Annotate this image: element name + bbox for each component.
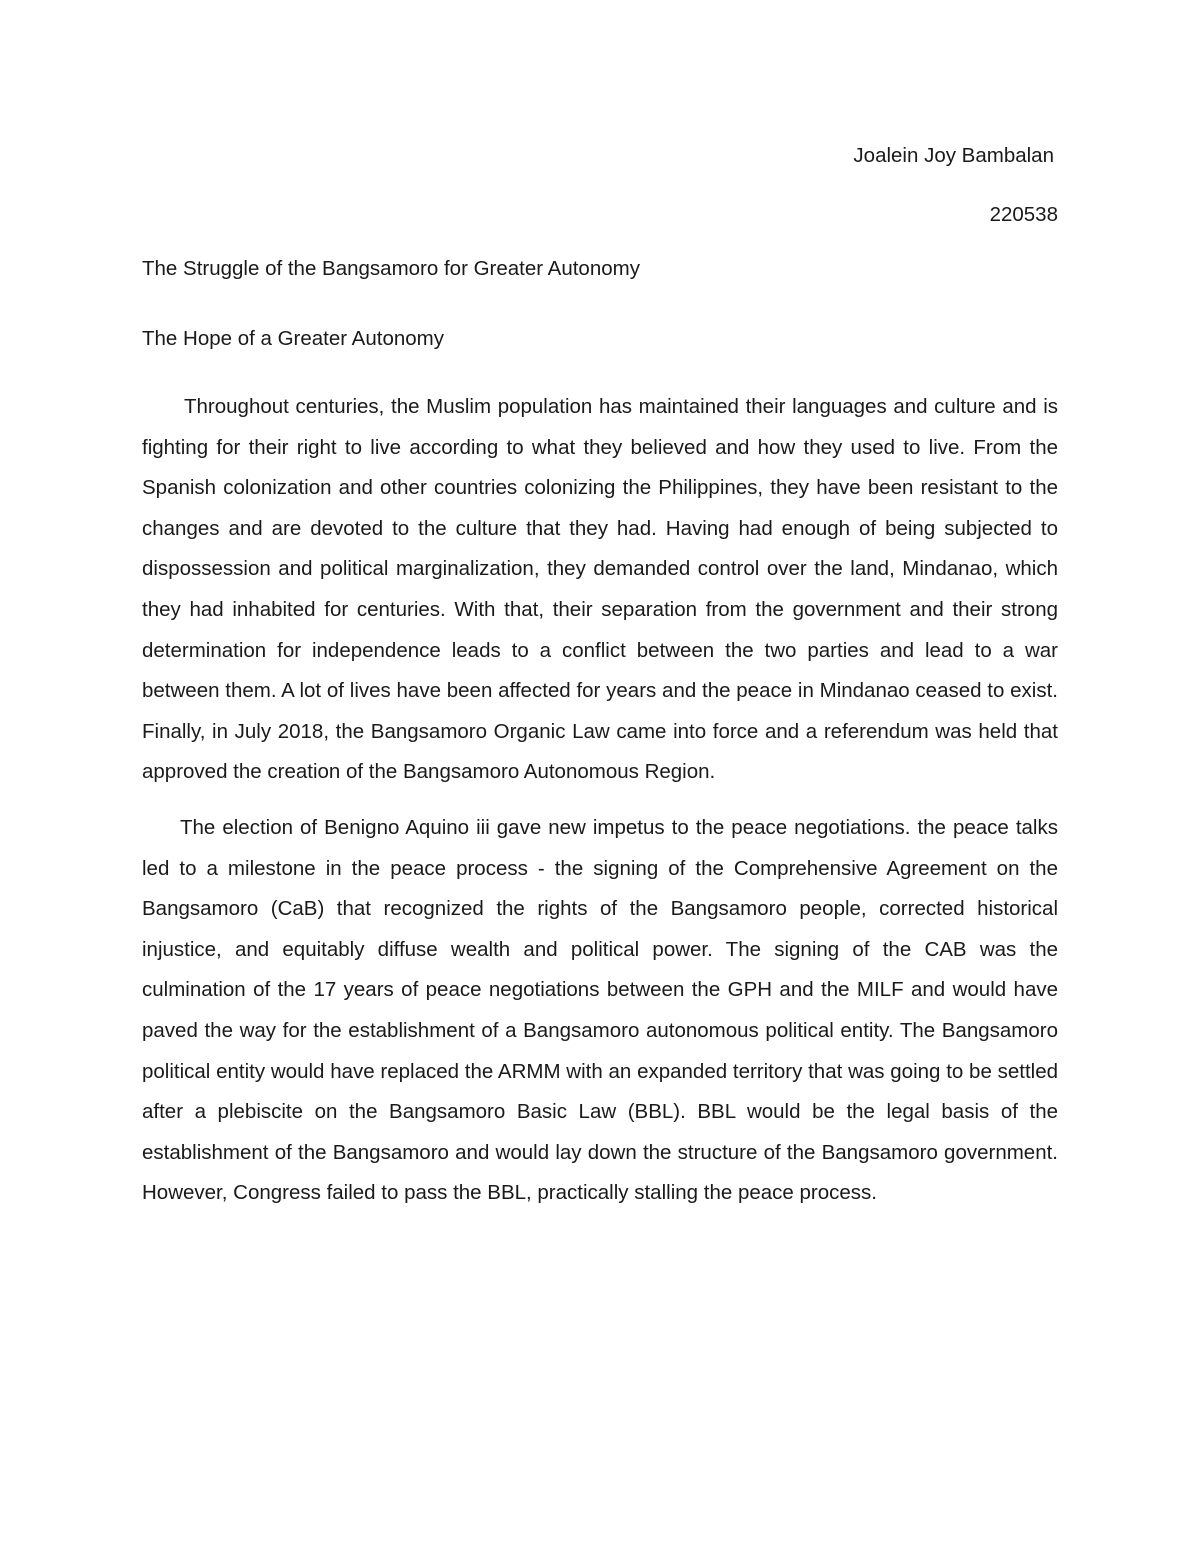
author-name: Joalein Joy Bambalan bbox=[853, 144, 1054, 167]
document-subtitle: The Hope of a Greater Autonomy bbox=[142, 327, 444, 350]
paragraph-2: The election of Benigno Aquino iii gave new impetus to the peace negotiations. the peace talks led to a milestone in the peace process - the signing of the Comprehensive Agreement on the Bangsamoro (CaB) that recognized the rights of the Bangsamoro people, corrected historical injustice, and equitably diffuse wealth and political power. The signing of the CAB was the culmination of the 17 years of peace negotiations between the GPH and the MILF and would have paved the way for the establishment of a Bangsamoro autonomous political entity. The Bangsamoro political entity would have replaced the ARMM with an expanded territory that was going to be settled after a plebiscite on the Bangsamoro Basic Law (BBL). BBL would be the legal basis of the establishment of the Bangsamoro and would lay down the structure of the Bangsamoro government. However, Congress failed to pass the BBL, practically stalling the peace process. bbox=[142, 815, 1058, 1205]
document-body bbox=[142, 140, 1058, 1214]
student-id: 220538 bbox=[989, 203, 1058, 226]
paragraph-1: Throughout centuries, the Muslim population has maintained their languages and culture and is fighting for their right to live according to what they believed and how they used to live. From the Spanish colonization and other countries colonizing the Philippines, they have been resistant to the changes and are devoted to the culture that they had. Having had enough of being subjected to dispossession and political marginalization, they demanded control over the land, Mindanao, which they had inhabited for centuries. With that, their separation from the government and their strong determination for independence leads to a conflict between the two parties and lead to a war between them. A lot of lives have been affected for years and the peace in Mindanao ceased to exist. Finally, in July 2018, the Bangsamoro Organic Law came into force and a referendum was held that approved the creation of the Bangsamoro Autonomous Region. bbox=[142, 395, 1058, 784]
document-title: The Struggle of the Bangsamoro for Greater Autonomy bbox=[142, 257, 640, 280]
